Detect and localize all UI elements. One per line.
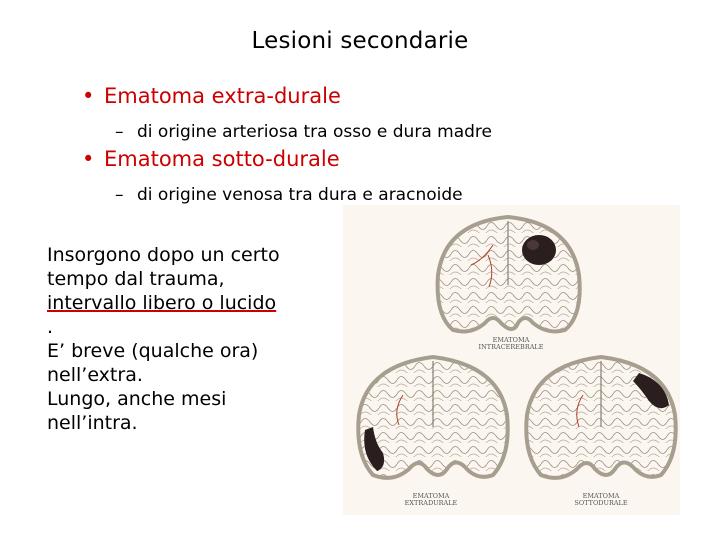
caption-extradurale: EMATOMA EXTRADURALE [404,492,458,507]
bullet-subdural [82,147,340,171]
caption-sottodurale: EMATOMA SOTTODURALE [574,492,628,507]
body-line: tempo dal trauma, [47,268,225,290]
brain-extradural [358,357,507,478]
brain-intracerebral [438,217,580,331]
slide-title: Lesioni secondarie [251,28,469,54]
bullet-extradural [82,84,341,108]
hematoma-illustration [343,205,680,515]
caption-intracerebrale: EMATOMA INTRACEREBRALE [478,336,544,351]
brain-subdural [526,357,675,478]
bullet-text: Ematoma extra-durale [104,84,341,108]
subbullet-text: di origine venosa tra dura e aracnoide [137,185,463,205]
underlined-term: intervallo libero o lucido [47,292,277,314]
subbullet-marker: – [115,185,124,205]
bullet-marker: • [82,84,95,108]
body-line: nell’intra. [47,412,138,434]
body-paragraph [47,243,347,435]
body-line: Lungo, anche mesi [47,388,227,410]
body-line-interval [47,291,347,339]
body-line: E’ breve (qualche ora) [47,340,259,362]
subbullet-text: di origine arteriosa tra osso e dura madre [137,122,492,142]
subbullet-subdural [115,185,463,205]
subbullet-extradural [115,122,492,142]
bullet-marker: • [82,147,95,171]
subbullet-marker: – [115,122,124,142]
body-line: nell’extra. [47,364,143,386]
bullet-text: Ematoma sotto-durale [104,147,340,171]
body-punctuation: . [47,316,54,338]
brain-sections-drawing [343,205,680,515]
body-line: Insorgono dopo un certo [47,244,280,266]
hematoma-mark [522,235,556,265]
